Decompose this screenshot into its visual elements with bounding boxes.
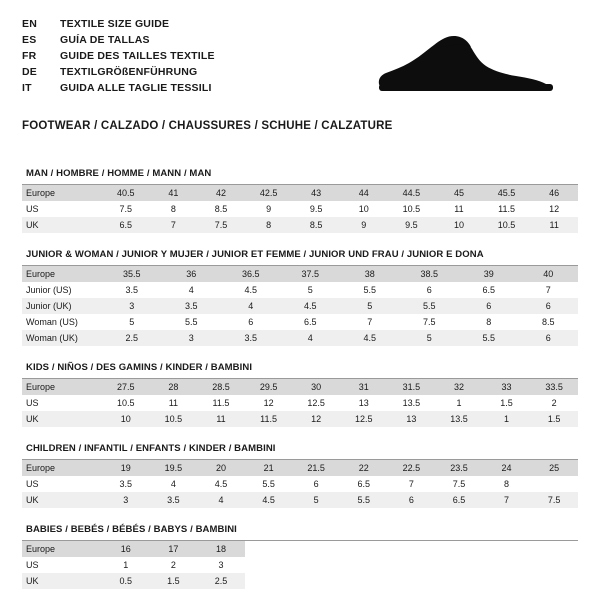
size-cell: 8.5 <box>197 201 245 217</box>
table-row <box>22 185 578 201</box>
language-code: IT <box>22 82 32 94</box>
size-table <box>22 185 578 233</box>
size-cell: 8 <box>459 314 519 330</box>
table-row <box>22 460 578 476</box>
size-cell: 18 <box>197 541 245 557</box>
size-section <box>22 168 578 233</box>
size-cell: 30 <box>292 379 340 395</box>
language-row <box>22 34 215 50</box>
size-section-title: JUNIOR & WOMAN / JUNIOR Y MUJER / JUNIOR ET FEMME / JUNIOR UND FRAU / JUNIOR E DONA <box>22 249 578 266</box>
size-cell: 42.5 <box>245 185 293 201</box>
size-cell: 10.5 <box>150 411 198 427</box>
size-cell <box>388 557 436 573</box>
size-cell <box>435 557 483 573</box>
size-cell: 4.5 <box>221 282 281 298</box>
size-cell: 3 <box>102 298 162 314</box>
size-cell: 4 <box>162 282 222 298</box>
size-cell: 20 <box>197 460 245 476</box>
size-cell: 5 <box>292 492 340 508</box>
size-cell: 10.5 <box>483 217 531 233</box>
row-label: US <box>22 557 102 573</box>
table-row <box>22 476 578 492</box>
size-cell <box>340 557 388 573</box>
row-label: UK <box>22 573 102 589</box>
size-cell: 8 <box>483 476 531 492</box>
size-cell: 5.5 <box>340 492 388 508</box>
size-cell: 35.5 <box>102 266 162 282</box>
row-label: UK <box>22 217 102 233</box>
row-label: UK <box>22 492 102 508</box>
size-cell: 19 <box>102 460 150 476</box>
size-cell <box>245 557 293 573</box>
size-section <box>22 249 578 346</box>
size-cell: 10 <box>102 411 150 427</box>
table-row <box>22 266 578 282</box>
size-cell: 2.5 <box>197 573 245 589</box>
size-cell: 12.5 <box>340 411 388 427</box>
size-cell: 19.5 <box>150 460 198 476</box>
language-title: TEXTILGRÖßENFÜHRUNG <box>60 66 198 78</box>
size-cell: 1 <box>102 557 150 573</box>
size-cell: 28.5 <box>197 379 245 395</box>
size-cell: 4 <box>221 298 281 314</box>
size-cell: 2 <box>530 395 578 411</box>
size-cell <box>483 573 531 589</box>
size-cell: 1 <box>435 395 483 411</box>
size-cell: 13 <box>388 411 436 427</box>
language-title: GUIDA ALLE TAGLIE TESSILI <box>60 82 212 94</box>
size-cell <box>292 573 340 589</box>
table-row <box>22 298 578 314</box>
table-row <box>22 557 578 573</box>
size-cell: 33.5 <box>530 379 578 395</box>
size-section <box>22 443 578 508</box>
table-row <box>22 379 578 395</box>
table-row <box>22 217 578 233</box>
size-cell <box>530 573 578 589</box>
size-cell: 6 <box>519 298 579 314</box>
language-title: GUÍA DE TALLAS <box>60 34 150 46</box>
size-table-body <box>22 185 578 233</box>
row-label: Woman (US) <box>22 314 102 330</box>
size-cell: 21 <box>245 460 293 476</box>
size-cell: 44.5 <box>388 185 436 201</box>
table-row <box>22 330 578 346</box>
dress-shoe-icon <box>376 34 556 104</box>
size-cell: 3.5 <box>102 282 162 298</box>
size-cell: 11 <box>530 217 578 233</box>
size-cell: 4.5 <box>340 330 400 346</box>
size-cell <box>340 573 388 589</box>
size-cell <box>530 476 578 492</box>
size-cell: 7 <box>388 476 436 492</box>
size-cell <box>388 541 436 557</box>
language-row <box>22 18 215 34</box>
size-cell: 9.5 <box>292 201 340 217</box>
size-section <box>22 362 578 427</box>
language-title: TEXTILE SIZE GUIDE <box>60 18 170 30</box>
size-cell: 1.5 <box>150 573 198 589</box>
size-cell: 5 <box>281 282 341 298</box>
size-cell <box>530 541 578 557</box>
size-cell: 11.5 <box>197 395 245 411</box>
row-label: Woman (UK) <box>22 330 102 346</box>
language-code: FR <box>22 50 37 62</box>
size-cell: 22.5 <box>388 460 436 476</box>
size-cell <box>292 557 340 573</box>
row-label: Europe <box>22 379 102 395</box>
size-cell: 8 <box>150 201 198 217</box>
size-cell: 8.5 <box>292 217 340 233</box>
size-cell <box>245 573 293 589</box>
row-label: Junior (UK) <box>22 298 102 314</box>
table-row <box>22 541 578 557</box>
size-cell: 6 <box>519 330 579 346</box>
size-cell: 5 <box>340 298 400 314</box>
size-cell: 36 <box>162 266 222 282</box>
size-cell: 21.5 <box>292 460 340 476</box>
language-row <box>22 82 215 98</box>
size-cell: 23.5 <box>435 460 483 476</box>
size-cell: 1.5 <box>530 411 578 427</box>
size-cell: 40.5 <box>102 185 150 201</box>
size-cell: 6 <box>400 282 460 298</box>
size-cell: 5.5 <box>245 476 293 492</box>
size-table <box>22 541 578 589</box>
size-cell <box>292 541 340 557</box>
size-table <box>22 460 578 508</box>
language-title: GUIDE DES TAILLES TEXTILE <box>60 50 215 62</box>
size-cell: 25 <box>530 460 578 476</box>
size-cell: 3 <box>102 492 150 508</box>
size-table-body <box>22 460 578 508</box>
size-cell: 6 <box>459 298 519 314</box>
size-cell: 31.5 <box>388 379 436 395</box>
size-cell <box>340 541 388 557</box>
size-cell: 32 <box>435 379 483 395</box>
size-cell: 31 <box>340 379 388 395</box>
size-table <box>22 379 578 427</box>
size-cell: 37.5 <box>281 266 341 282</box>
language-code: EN <box>22 18 37 30</box>
size-cell: 11 <box>197 411 245 427</box>
size-cell: 43 <box>292 185 340 201</box>
size-cell: 6 <box>388 492 436 508</box>
size-cell: 1.5 <box>483 395 531 411</box>
size-cell <box>435 573 483 589</box>
size-section <box>22 524 578 589</box>
row-label: US <box>22 395 102 411</box>
size-cell: 4.5 <box>281 298 341 314</box>
size-cell: 9 <box>340 217 388 233</box>
size-cell: 6.5 <box>281 314 341 330</box>
size-cell: 12 <box>292 411 340 427</box>
row-label: Junior (US) <box>22 282 102 298</box>
size-cell: 8.5 <box>519 314 579 330</box>
language-code: DE <box>22 66 37 78</box>
size-cell: 5 <box>102 314 162 330</box>
size-cell: 7 <box>483 492 531 508</box>
size-tables-container <box>22 168 578 589</box>
size-cell: 0.5 <box>102 573 150 589</box>
size-cell <box>530 557 578 573</box>
size-cell: 12 <box>245 395 293 411</box>
size-cell: 12.5 <box>292 395 340 411</box>
table-row <box>22 395 578 411</box>
size-cell: 4.5 <box>245 492 293 508</box>
row-label: US <box>22 476 102 492</box>
size-cell: 9 <box>245 201 293 217</box>
size-table <box>22 266 578 346</box>
size-cell: 38 <box>340 266 400 282</box>
size-cell: 9.5 <box>388 217 436 233</box>
size-cell: 4.5 <box>197 476 245 492</box>
row-label: Europe <box>22 460 102 476</box>
size-cell: 7 <box>519 282 579 298</box>
size-section-title: MAN / HOMBRE / HOMME / MANN / MAN <box>22 168 578 185</box>
table-row <box>22 411 578 427</box>
size-cell: 4 <box>150 476 198 492</box>
size-cell: 17 <box>150 541 198 557</box>
size-cell <box>388 573 436 589</box>
size-cell: 5.5 <box>400 298 460 314</box>
size-section-title: KIDS / NIÑOS / DES GAMINS / KINDER / BAMBINI <box>22 362 578 379</box>
size-cell: 7.5 <box>102 201 150 217</box>
table-row <box>22 314 578 330</box>
row-label: Europe <box>22 185 102 201</box>
size-cell: 10 <box>435 217 483 233</box>
size-cell: 11 <box>150 395 198 411</box>
size-cell: 29.5 <box>245 379 293 395</box>
size-cell: 44 <box>340 185 388 201</box>
size-cell: 1 <box>483 411 531 427</box>
size-cell: 6.5 <box>340 476 388 492</box>
size-cell: 5 <box>400 330 460 346</box>
size-cell: 3.5 <box>102 476 150 492</box>
table-row <box>22 201 578 217</box>
size-cell: 10 <box>340 201 388 217</box>
size-cell <box>483 541 531 557</box>
size-cell: 5.5 <box>162 314 222 330</box>
document-header <box>22 18 578 110</box>
table-row <box>22 282 578 298</box>
size-cell: 3 <box>162 330 222 346</box>
size-cell: 45 <box>435 185 483 201</box>
size-cell: 40 <box>519 266 579 282</box>
size-cell: 38.5 <box>400 266 460 282</box>
size-cell: 28 <box>150 379 198 395</box>
size-cell: 11.5 <box>483 201 531 217</box>
size-cell: 42 <box>197 185 245 201</box>
size-cell: 7.5 <box>400 314 460 330</box>
size-cell: 5.5 <box>340 282 400 298</box>
size-cell <box>245 541 293 557</box>
size-table-body <box>22 541 578 589</box>
size-table-body <box>22 379 578 427</box>
size-cell: 13.5 <box>435 411 483 427</box>
size-cell: 4 <box>197 492 245 508</box>
size-cell: 3.5 <box>150 492 198 508</box>
size-cell: 46 <box>530 185 578 201</box>
size-cell: 41 <box>150 185 198 201</box>
language-title-list <box>22 18 215 98</box>
size-cell: 3.5 <box>162 298 222 314</box>
size-cell: 6.5 <box>435 492 483 508</box>
size-cell: 2 <box>150 557 198 573</box>
size-cell: 13 <box>340 395 388 411</box>
row-label: Europe <box>22 266 102 282</box>
language-row <box>22 66 215 82</box>
size-cell: 3.5 <box>221 330 281 346</box>
language-row <box>22 50 215 66</box>
size-section-title: BABIES / BEBÉS / BÉBÉS / BABYS / BAMBINI <box>22 524 578 541</box>
row-label: UK <box>22 411 102 427</box>
size-cell: 11.5 <box>245 411 293 427</box>
size-cell: 10.5 <box>388 201 436 217</box>
size-cell: 36.5 <box>221 266 281 282</box>
size-cell: 7.5 <box>530 492 578 508</box>
size-cell: 6 <box>292 476 340 492</box>
table-row <box>22 492 578 508</box>
size-cell: 2.5 <box>102 330 162 346</box>
size-cell: 33 <box>483 379 531 395</box>
size-cell: 24 <box>483 460 531 476</box>
size-cell: 6.5 <box>459 282 519 298</box>
size-section-title: CHILDREN / INFANTIL / ENFANTS / KINDER / BAMBINI <box>22 443 578 460</box>
size-cell: 27.5 <box>102 379 150 395</box>
size-cell: 10.5 <box>102 395 150 411</box>
size-cell: 6 <box>221 314 281 330</box>
language-code: ES <box>22 34 37 46</box>
size-cell: 7 <box>150 217 198 233</box>
size-cell: 6.5 <box>102 217 150 233</box>
size-cell: 11 <box>435 201 483 217</box>
size-cell: 8 <box>245 217 293 233</box>
size-cell: 12 <box>530 201 578 217</box>
size-cell <box>435 541 483 557</box>
footwear-heading: FOOTWEAR / CALZADO / CHAUSSURES / SCHUHE / CALZATURE <box>22 120 393 132</box>
size-cell: 7 <box>340 314 400 330</box>
size-cell: 13.5 <box>388 395 436 411</box>
size-cell: 7.5 <box>197 217 245 233</box>
size-cell: 16 <box>102 541 150 557</box>
row-label: US <box>22 201 102 217</box>
language-title-body <box>22 18 215 98</box>
size-cell: 5.5 <box>459 330 519 346</box>
table-row <box>22 573 578 589</box>
size-cell: 3 <box>197 557 245 573</box>
row-label: Europe <box>22 541 102 557</box>
size-cell: 45.5 <box>483 185 531 201</box>
size-cell: 7.5 <box>435 476 483 492</box>
size-cell: 22 <box>340 460 388 476</box>
size-table-body <box>22 266 578 346</box>
size-cell: 4 <box>281 330 341 346</box>
size-cell <box>483 557 531 573</box>
size-cell: 39 <box>459 266 519 282</box>
